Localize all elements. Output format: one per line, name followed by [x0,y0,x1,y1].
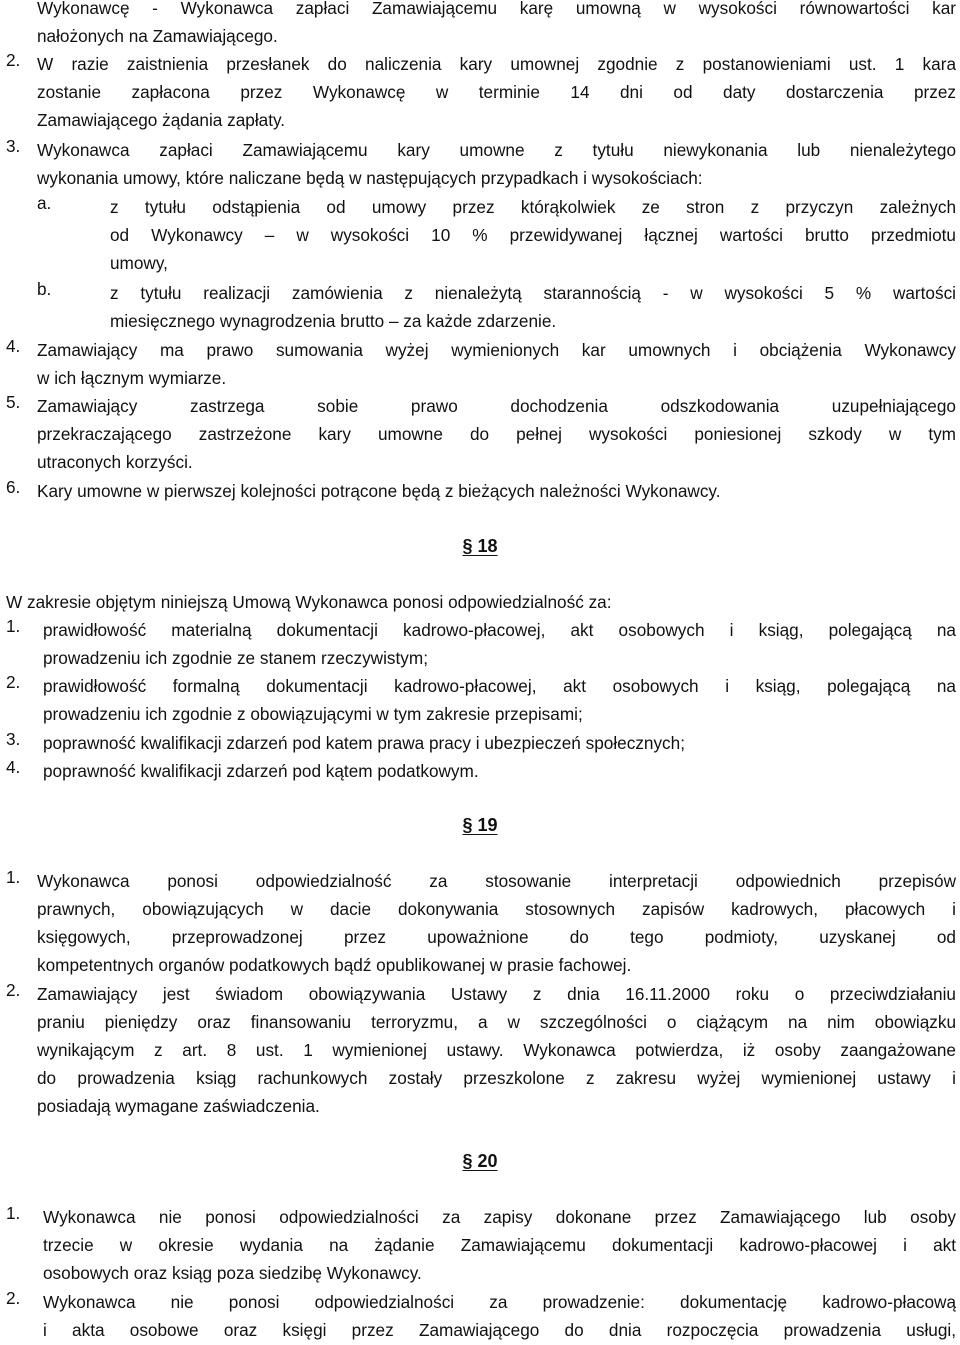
item-letter: a. [37,193,52,213]
section-heading-text: § 20 [462,1151,498,1171]
text-line: zostanie zapłacona przez Wykonawcę w terminie 14 dni od daty dostarczenia przez [37,82,956,102]
text-line: praniu pieniędzy oraz finansowaniu terroryzmu, a w szczególności o ciążącym na nim obowiązku [37,1012,956,1032]
item-number: 3. [6,136,21,156]
text-line: i akta osobowe oraz księgi przez Zamawiającego do dnia rozpoczęcia prowadzenia usługi, [43,1320,956,1340]
text-line: umowy, [110,253,168,273]
text-line: prowadzeniu ich zgodnie ze stanem rzeczywistym; [43,648,428,668]
text-line: prawidłowość materialną dokumentacji kadrowo-płacowej, akt osobowych i ksiąg, polegającą na [43,620,956,640]
text-line: Zamawiający jest świadom obowiązywania Ustawy z dnia 16.11.2000 roku o przeciwdziałaniu [37,984,956,1004]
item-number: 2. [6,1288,21,1308]
text-line: poprawność kwalifikacji zdarzeń pod katem prawa pracy i ubezpieczeń społecznych; [43,733,685,753]
item-letter: b. [37,279,52,299]
text-line: Wykonawcę - Wykonawca zapłaci Zamawiającemu karę umowną w wysokości równowartości kar [37,0,956,18]
section-heading-text: § 18 [462,536,498,556]
text-line: Zamawiający zastrzega sobie prawo dochodzenia odszkodowania uzupełniającego [37,396,956,416]
text-line: Wykonawca ponosi odpowiedzialność za stosowanie interpretacji odpowiednich przepisów [37,871,956,891]
text-line: miesięcznego wynagrodzenia brutto – za każde zdarzenie. [110,311,557,331]
text-line: Wykonawca zapłaci Zamawiającemu kary umowne z tytułu niewykonania lub nienależytego [37,140,956,160]
section-heading-18 [0,531,960,561]
section-heading-19 [0,810,960,840]
text-line: wykonania umowy, które naliczane będą w następujących przypadkach i wysokościach: [37,168,703,188]
item-number: 2. [6,672,21,692]
text-line: w ich łącznym wymiarze. [37,368,227,388]
text-line: Wykonawca nie ponosi odpowiedzialności za prowadzenie: dokumentację kadrowo-płacową [43,1292,956,1312]
text-line: osobowych oraz ksiąg poza siedzibę Wykonawcy. [43,1263,422,1283]
item-number: 2. [6,50,21,70]
text-line: do prowadzenia ksiąg rachunkowych zostały przeszkolone z zakresu wyżej wymienionej ustawy i [37,1068,956,1088]
text-line: z tytułu odstąpienia od umowy przez którąkolwiek ze stron z przyczyn zależnych [110,197,956,217]
text-line: nałożonych na Zamawiającego. [37,26,278,46]
text-line: prowadzeniu ich zgodnie z obowiązującymi w tym zakresie przepisami; [43,704,583,724]
item-number: 2. [6,980,21,1000]
text-line: kompetentnych organów podatkowych bądź opublikowanej w prasie fachowej. [37,955,632,975]
text-line: poprawność kwalifikacji zdarzeń pod kątem podatkowym. [43,761,479,781]
text-line: trzecie w okresie wydania na żądanie Zamawiającemu dokumentacji kadrowo-płacowej i akt [43,1235,956,1255]
item-number: 1. [6,1203,21,1223]
text-line: posiadają wymagane zaświadczenia. [37,1096,320,1116]
text-line: Zamawiającego żądania zapłaty. [37,110,286,130]
text-line: W razie zaistnienia przesłanek do naliczenia kary umownej zgodnie z postanowieniami ust. 1 kara [37,54,956,74]
text-line: Kary umowne w pierwszej kolejności potrącone będą z bieżących należności Wykonawcy. [37,481,721,501]
section-heading-text: § 19 [462,815,498,835]
item-number: 6. [6,477,21,497]
text-line: utraconych korzyści. [37,452,193,472]
item-number: 1. [6,867,21,887]
text-line: z tytułu realizacji zamówienia z nienależytą starannością - w wysokości 5 % wartości [110,283,956,303]
text-line: prawidłowość formalną dokumentacji kadrowo-płacowej, akt osobowych i ksiąg, polegającą na [43,676,956,696]
text-line: prawnych, obowiązujących w dacie dokonywania stosownych zapisów kadrowych, płacowych i [37,899,956,919]
item-number: 4. [6,336,21,356]
text-line: od Wykonawcy – w wysokości 10 % przewidywanej łącznej wartości brutto przedmiotu [110,225,956,245]
section-intro: W zakresie objętym niniejszą Umową Wykonawca ponosi odpowiedzialność za: [6,592,612,612]
item-number: 3. [6,729,21,749]
item-number: 5. [6,392,21,412]
text-line: Zamawiający ma prawo sumowania wyżej wymienionych kar umownych i obciążenia Wykonawcy [37,340,956,360]
section-heading-20 [0,1146,960,1176]
text-line: Wykonawca nie ponosi odpowiedzialności za zapisy dokonane przez Zamawiającego lub osoby [43,1207,956,1227]
text-line: wynikającym z art. 8 ust. 1 wymienionej ustawy. Wykonawca potwierdza, iż osoby zaangażowane [37,1040,956,1060]
item-number: 4. [6,757,21,777]
text-line: przekraczającego zastrzeżone kary umowne do pełnej wysokości poniesionej szkody w tym [37,424,956,444]
text-line: księgowych, przeprowadzonej przez upoważnione do tego podmioty, uzyskanej od [37,927,956,947]
item-number: 1. [6,616,21,636]
